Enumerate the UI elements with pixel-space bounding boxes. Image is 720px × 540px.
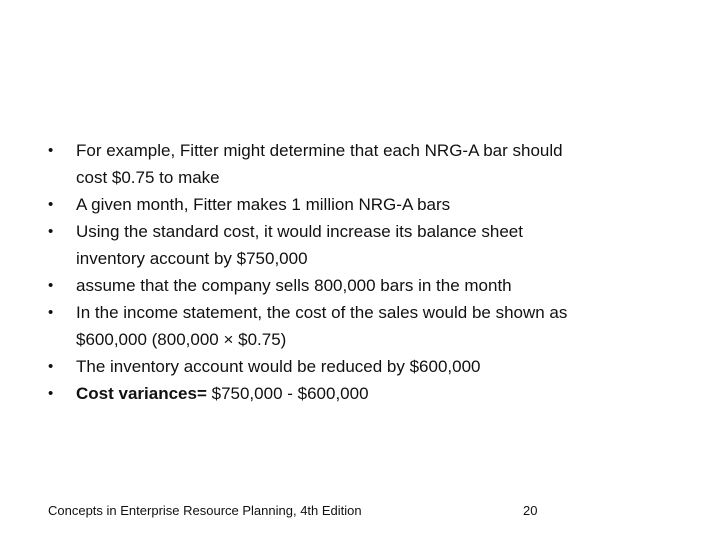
bullet-item-6 (48, 353, 678, 380)
bullet-item-3 (48, 218, 678, 272)
bullet-text (76, 218, 523, 272)
bullet-line: A given month, Fitter makes 1 million NRG-A bars (76, 195, 451, 214)
bullet-text (76, 380, 369, 407)
cost-variances-formula: $750,000 - $600,000 (206, 384, 369, 403)
bullet-text (76, 191, 450, 218)
bullet-line: cost $0.75 to make (76, 168, 220, 187)
bullet-text (76, 272, 512, 299)
bullet-marker: • (48, 358, 54, 375)
cost-variances-label: Cost variances= (76, 384, 207, 403)
bullet-marker: • (48, 385, 54, 402)
bullet-line: For example, Fitter might determine that each NRG-A bar should (76, 141, 563, 160)
bullet-marker: • (48, 277, 54, 294)
bullet-marker: • (48, 196, 54, 213)
bullet-line (76, 380, 369, 407)
bullet-line: assume that the company sells 800,000 bars in the month (76, 276, 512, 295)
bullet-marker: • (48, 304, 54, 321)
bullet-list (48, 137, 678, 407)
bullet-line: In the income statement, the cost of the sales would be shown as (76, 303, 568, 322)
bullet-item-2 (48, 191, 678, 218)
bullet-item-1 (48, 137, 678, 191)
bullet-item-5 (48, 299, 678, 353)
bullet-text (76, 299, 567, 353)
footer-title: Concepts in Enterprise Resource Planning, 4th Edition (48, 503, 362, 518)
bullet-marker: • (48, 142, 54, 159)
bullet-marker: • (48, 223, 54, 240)
bullet-text (76, 137, 563, 191)
page-number: 20 (523, 503, 538, 518)
bullet-line: Using the standard cost, it would increase its balance sheet (76, 222, 523, 241)
bullet-line: inventory account by $750,000 (76, 249, 308, 268)
bullet-item-7 (48, 380, 678, 407)
bullet-item-4 (48, 272, 678, 299)
bullet-line: The inventory account would be reduced by $600,000 (76, 357, 481, 376)
bullet-line: $600,000 (800,000 × $0.75) (76, 330, 287, 349)
bullet-text (76, 353, 481, 380)
